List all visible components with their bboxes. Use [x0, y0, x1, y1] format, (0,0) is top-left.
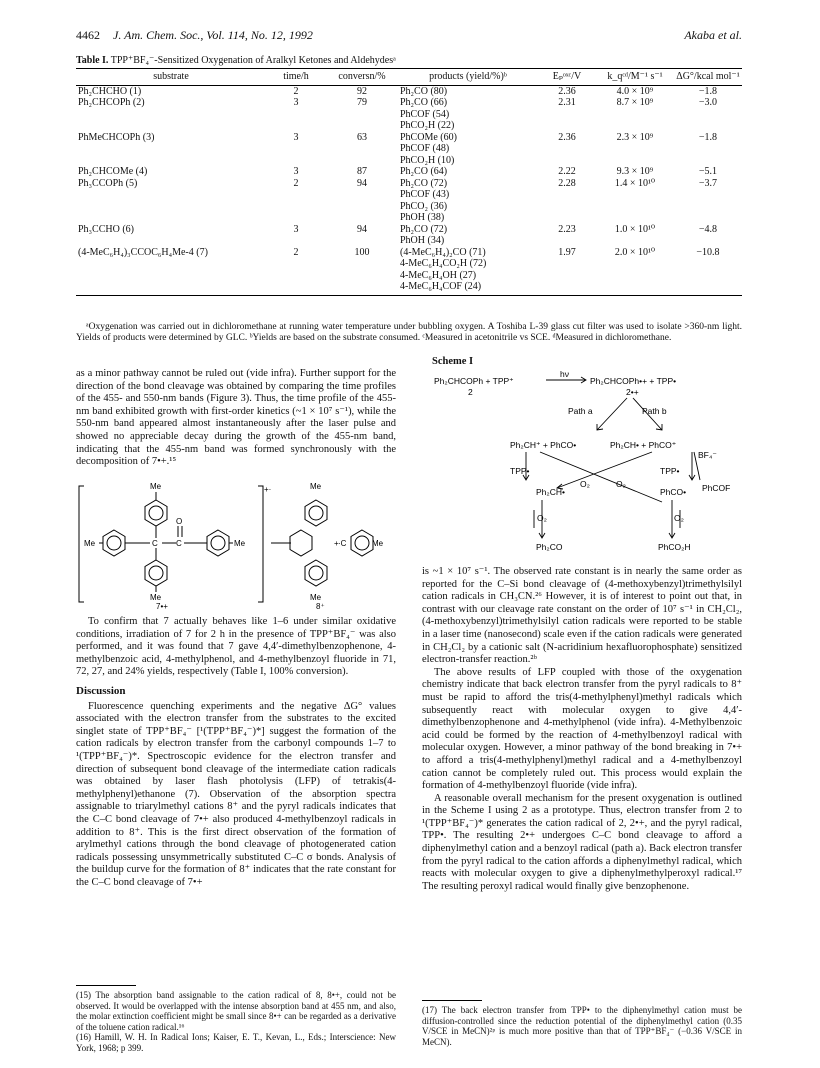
- product-entry: PhCOF (48): [400, 143, 450, 154]
- scheme-benzoyl-radical: PhCO•: [660, 487, 687, 497]
- cell-free-energy: −1.8: [698, 85, 718, 97]
- cell-potential: 2.22: [558, 166, 576, 177]
- paragraph: as a minor pathway cannot be ruled out (vide infra). Further support for the direction of the bond cleavage was obtained by comparing the time profiles of the 455- and 550-nm bands (Figure 3). Thus, the time profile of the 455-nm band exhibited growth with first-order kinetics (~1 × 10⁷ s⁻¹), while the 550-nm band appeared almost instantaneously after the laser pulse and showed no appreciable decay during the growth of the 455-nm band, indicating that the 455-nm band was formed synchronously with the decomposition of 7•+.¹⁵: [76, 368, 396, 468]
- cell-rate: 8.7 × 10⁹: [616, 97, 654, 108]
- scheme-o2: O₂: [674, 513, 684, 523]
- phenyl-ring: [145, 500, 167, 526]
- scheme-intermediate-b: Ph₂CH• + PhCO⁺: [610, 440, 677, 450]
- table-row: [76, 224, 742, 247]
- section-heading: Discussion: [76, 684, 126, 697]
- col-free-energy: ΔG°/kcal mol⁻¹: [674, 69, 742, 86]
- phenyl-ring: [103, 530, 125, 556]
- radical-cation-sign: +·: [264, 485, 272, 494]
- product-entry: Ph₂CO (66): [400, 97, 448, 108]
- cell-conversion: 79: [357, 97, 367, 108]
- scheme-label-2rc: 2•+: [626, 387, 639, 397]
- scheme-benzophenone: Ph₂CO: [536, 542, 563, 552]
- cell-conversion: 92: [357, 85, 367, 97]
- cell-products: [398, 166, 538, 178]
- scheme-o2: O₂: [580, 479, 590, 489]
- scheme-reactants: Ph₂CHCOPh + TPP⁺: [434, 376, 514, 386]
- cell-conversion: 100: [326, 247, 398, 296]
- product-entry: 4-MeC₆H₄CO₂H (72): [400, 258, 487, 269]
- footnotes-left: [76, 990, 396, 1053]
- product-entry: PhCOMe (60): [400, 131, 457, 143]
- cell-substrate: Ph₂CHCOMe (4): [78, 166, 148, 177]
- methyl-label: Me: [234, 539, 246, 548]
- page-number: 4462: [76, 28, 100, 42]
- cell-rate: 4.0 × 10⁹: [616, 85, 654, 97]
- product-entry: PhCOF (43): [400, 189, 450, 200]
- cell-products: [398, 97, 538, 132]
- cell-free-energy: −10.8: [674, 247, 742, 296]
- footnote: (17) The back electron transfer from TPP• to the diphenylmethyl cation must be diffusion-controlled since the reduction potential of the diphenylmethyl cation (0.35 V/SCE in MeCN)²ᵖ is much more positive than that of TPP⁺BF₄⁻ (−0.36 V/SCE in MeCN).: [422, 1005, 742, 1047]
- cell-substrate: PhMeCHCOPh (3): [78, 131, 155, 143]
- scheme-tpp-right: TPP•: [660, 466, 680, 476]
- table-title: TPP⁺BF₄⁻-Sensitized Oxygenation of Aralkyl Ketones and Aldehydesᵃ: [110, 55, 396, 66]
- oxygen-label: O: [176, 517, 183, 526]
- phenyl-ring: [145, 560, 167, 586]
- col-products: products (yield/%)ᵇ: [398, 69, 538, 86]
- cell-time: 3: [293, 166, 299, 177]
- table-row: [76, 166, 742, 178]
- scheme-label-2: 2: [468, 387, 473, 397]
- product-entry: PhOH (34): [400, 235, 445, 246]
- col-time: time/h: [266, 69, 326, 86]
- scheme-products: Ph₂CHCOPh•+ + TPP•: [590, 376, 677, 386]
- footnote-rule: [422, 1000, 482, 1001]
- cell-conversion: 94: [357, 223, 367, 235]
- col-conversion: conversn/%: [326, 69, 398, 86]
- cell-products: [398, 224, 538, 247]
- plus-sign: +: [334, 539, 339, 548]
- compound-label-8: 8⁺: [316, 602, 325, 610]
- product-entry: Ph₂CO (72): [400, 223, 448, 235]
- cell-substrate: Ph₃CCOPh (5): [78, 177, 138, 189]
- cell-products: [398, 178, 538, 224]
- cell-conversion: 63: [357, 131, 367, 143]
- carbon-label: C: [176, 539, 182, 548]
- table-label: Table I.: [76, 55, 109, 66]
- cell-potential: 2.36: [558, 85, 576, 97]
- cell-rate: 1.0 × 10¹⁰: [614, 223, 656, 235]
- cell-time: 2: [293, 177, 299, 189]
- product-entry: Ph₂CO (72): [400, 177, 448, 189]
- methyl-label: Me: [150, 482, 162, 491]
- structure-diagram: [76, 478, 406, 610]
- cell-free-energy: −4.8: [698, 223, 718, 235]
- scheme-intermediate-a: Ph₂CH⁺ + PhCO•: [510, 440, 577, 450]
- col-substrate: substrate: [76, 69, 266, 86]
- cell-time: 3: [293, 131, 299, 143]
- table-caption: [76, 55, 742, 66]
- table-row: [76, 178, 742, 224]
- table-row: [76, 247, 742, 296]
- paragraph: The above results of LFP coupled with those of the oxygenation chemistry indicate that back electron transfer from the pyryl radicals to 8⁺ must be rapid to afford the tris(4-methylphenyl)methyl radicals which subsequently react with molecular oxygen to give 4,4′-dimethylbenzophenone and 4-methylphenol (vide infra). 4-Methylbenzoic acid could be formed by the reaction of 4-methylbenzoyl radical with molecular oxygen. However, a minor pathway of the bond breaking in 7•+ to afford a tris(4-methylphenyl)methyl radical and a 4-methylbenzoyl cation cannot be completely ruled out. This process would explain the formation of 4-methylbenzoyl fluoride (vide infra).: [422, 666, 742, 792]
- cell-rate: 2.3 × 10⁹: [616, 131, 654, 143]
- methyl-label: Me: [310, 593, 322, 602]
- scheme-diagram: [422, 368, 742, 556]
- path-a-label: Path a: [568, 406, 593, 416]
- scheme-title: Scheme I: [432, 356, 474, 367]
- product-entry: PhOH (38): [400, 212, 445, 223]
- methyl-label: Me: [150, 593, 162, 602]
- results-table: [76, 68, 742, 296]
- cell-time: 3: [293, 97, 299, 108]
- footnote: (15) The absorption band assignable to the cation radical of 8, 8•+, could not be observed. It would be overlapped with the intense absorption band at 455 nm, and also, the molar extinction coefficient might be small since 8•+ can be regarded as a derivative of the toluene cation radical.¹⁶: [76, 990, 396, 1032]
- scheme-tpp-left: TPP•: [510, 466, 530, 476]
- cell-potential: 2.28: [558, 177, 576, 189]
- scheme-o2: O₂: [616, 479, 626, 489]
- footnote-rule: [76, 985, 136, 986]
- cell-potential: 2.36: [558, 131, 576, 143]
- cell-rate: 9.3 × 10⁹: [616, 166, 654, 177]
- authors: Akaba et al.: [684, 28, 742, 42]
- product-entry: Ph₂CO (64): [400, 166, 448, 177]
- cell-conversion: 94: [357, 177, 367, 189]
- carbon-label: ·C: [338, 539, 347, 548]
- product-entry: PhCO₂H (22): [400, 120, 455, 131]
- scheme-hv: hν: [560, 369, 569, 379]
- table-row: [76, 132, 742, 167]
- phenyl-ring: [305, 560, 327, 586]
- product-entry: (4-MeC₆H₄)₂CO (71): [400, 246, 486, 258]
- cell-time: 2: [293, 85, 299, 97]
- cell-time: 3: [293, 223, 299, 235]
- scheme-bf4: BF₄⁻: [698, 450, 717, 460]
- right-column: [422, 566, 742, 893]
- paragraph: Fluorescence quenching experiments and the negative ΔG° values associated with the electron transfer from the substrates to the excited singlet state of TPP⁺BF₄⁻ [¹(TPP⁺BF₄⁻)*] suggest the formation of the cation radicals by electron transfer from the carbonyl compounds 1–7 to ¹(TPP⁺BF₄⁻)*. Spectroscopic evidence for the electron transfer and direction of subsequent bond cleavage of the intermediate cation radicals was obtained by laser flash photolysis (LFP) of tetrakis(4-methylphenyl)ethanone (7). Observation of the absorption spectra assignable to triarylmethyl cations 8⁺ and the pyryl radicals indicates that the C–C bond cleavage of 7•+ also produced 4-methylbenzoyl radicals in addition to 8⁺. This is the first direct observation of the formation of arylmethyl cations through the bond cleavage of photogenerated cation radicals possessing unsymmetrically substituted C–C σ bonds. Analysis of the buildup curve for the formation of 8⁺ indicates that the rate constant for the C–C bond cleavage of 7•+: [76, 700, 396, 888]
- cell-potential: 2.23: [558, 223, 576, 235]
- journal-citation: J. Am. Chem. Soc., Vol. 114, No. 12, 1992: [113, 28, 313, 42]
- product-entry: PhCO₂ (36): [400, 200, 448, 212]
- cell-rate: 2.0 × 10¹⁰: [596, 247, 674, 296]
- cell-time: 2: [266, 247, 326, 296]
- cell-free-energy: −1.8: [698, 131, 718, 143]
- cell-rate: 1.4 × 10¹⁰: [614, 177, 656, 189]
- cell-conversion: 87: [357, 166, 367, 177]
- cell-substrate: (4-MeC₆H₄)₃CCOC₆H₄Me-4 (7): [76, 247, 266, 296]
- paragraph: A reasonable overall mechanism for the present oxygenation is outlined in the Scheme I using 2 as a prototype. Thus, electron transfer from 2 to ¹(TPP⁺BF₄⁻)* generates the cation radical of 2, 2•+, and the pyryl radical, TPP•. The resulting 2•+ undergoes C–C bond cleavage to afford a diphenylmethyl cation and a benzoyl radical (path a). Back electron transfer from the pyryl radical to the cation affords a diphenylmethyl radical, which reacts with molecular oxygen to give a diphenylmethylperoxyl radical.¹⁷ The resulting peroxyl radical would finally give benzophenone.: [422, 792, 742, 892]
- table-header-row: [76, 69, 742, 86]
- left-column-bottom: [76, 616, 396, 889]
- running-header: [76, 28, 742, 43]
- product-entry: Ph₂CO (80): [400, 85, 448, 97]
- methyl-label: Me: [84, 539, 96, 548]
- cell-free-energy: −3.0: [698, 97, 718, 108]
- cell-products: [398, 132, 538, 167]
- col-rate: k_qᶜᵈ/M⁻¹ s⁻¹: [596, 69, 674, 86]
- cell-potential: 1.97: [538, 247, 596, 296]
- product-entry: 4-MeC₆H₄OH (27): [400, 269, 477, 281]
- cell-products: [398, 247, 538, 296]
- table-footnote: ᵃOxygenation was carried out in dichloromethane at running water temperature under bubbling oxygen. A Toshiba L-39 glass cut filter was used to isolate >360-nm light. Yields of products were determined by GLC. ᵇYields are based on the substrate consumed. ᶜMeasured in acetonitrile vs SCE. ᵈMeasured in dichloromethane.: [76, 322, 742, 343]
- cell-free-energy: −3.7: [698, 177, 718, 189]
- scheme-benzoic-acid: PhCO₂H: [658, 542, 691, 552]
- methyl-label: Me: [310, 482, 322, 491]
- cell-products: [398, 85, 538, 97]
- paragraph: is ~1 × 10⁷ s⁻¹. The observed rate constant is in nearly the same order as reported for the C–Si bond cleavage of (4-methoxybenzyl)trimethylsilyl cation radicals in CH₃CN.²⁶ However, it is of interest to point out that, in contrast with our cleavage rate constant on the order of 10⁷ s⁻¹ in CH₂Cl₂, (4-methoxybenzyl)trimethylsilyl cation radicals were reported to be stable in a laser time (nanosecond) scale even if the cation radicals were generated in CH₂Cl₂ by a cationic salt (N-acridinium hexafluorophosphate) sensitized electron-transfer reaction.²ᵇ: [422, 566, 742, 666]
- cell-substrate: Ph₃CCHO (6): [78, 223, 134, 235]
- table-row: [76, 97, 742, 132]
- scheme-o2: O₂: [537, 513, 547, 523]
- footnotes-right: [422, 1005, 742, 1047]
- cell-substrate: Ph₂CHCOPh (2): [78, 97, 145, 108]
- product-entry: PhCOF (54): [400, 108, 450, 120]
- table-row: [76, 85, 742, 97]
- compound-label-7: 7•+: [156, 602, 168, 610]
- col-potential: Eₚᵒˣᶜ/V: [538, 69, 596, 86]
- phenyl-ring: [290, 530, 312, 556]
- path-b-label: Path b: [642, 406, 667, 416]
- carbon-label: C: [152, 539, 158, 548]
- paragraph: To confirm that 7 actually behaves like 1–6 under similar oxidative conditions, irradiation of 7 for 2 h in the presence of TPP⁺BF₄⁻ was also performed, and it was found that 7 gave 4,4′-dimethylbenzophenone, 4-methylbenzoic acid, 4-methylphenol, and 4-methylbenzoyl fluoride in 71, 72, 27, and 24% yields, respectively (Table I, 100% conversion).: [76, 616, 396, 678]
- cell-potential: 2.31: [558, 97, 576, 108]
- methyl-label: Me: [372, 539, 384, 548]
- left-column-top: [76, 368, 396, 469]
- scheme-diphenylmethyl: Ph₂CH•: [536, 487, 565, 497]
- product-entry: PhCO₂H (10): [400, 154, 455, 166]
- product-entry: 4-MeC₆H₄COF (24): [400, 281, 482, 292]
- cell-free-energy: −5.1: [698, 166, 718, 177]
- phenyl-ring: [351, 530, 373, 556]
- phenyl-ring: [207, 530, 229, 556]
- footnote: (16) Hamill, W. H. In Radical Ions; Kaiser, E. T., Kevan, L., Eds.; Interscience: New York, 1968; p 399.: [76, 1032, 396, 1053]
- scheme-benzoyl-fluoride: PhCOF: [702, 483, 731, 493]
- bracket-right: [258, 486, 263, 602]
- cell-substrate: Ph₂CHCHO (1): [78, 85, 142, 97]
- phenyl-ring: [305, 500, 327, 526]
